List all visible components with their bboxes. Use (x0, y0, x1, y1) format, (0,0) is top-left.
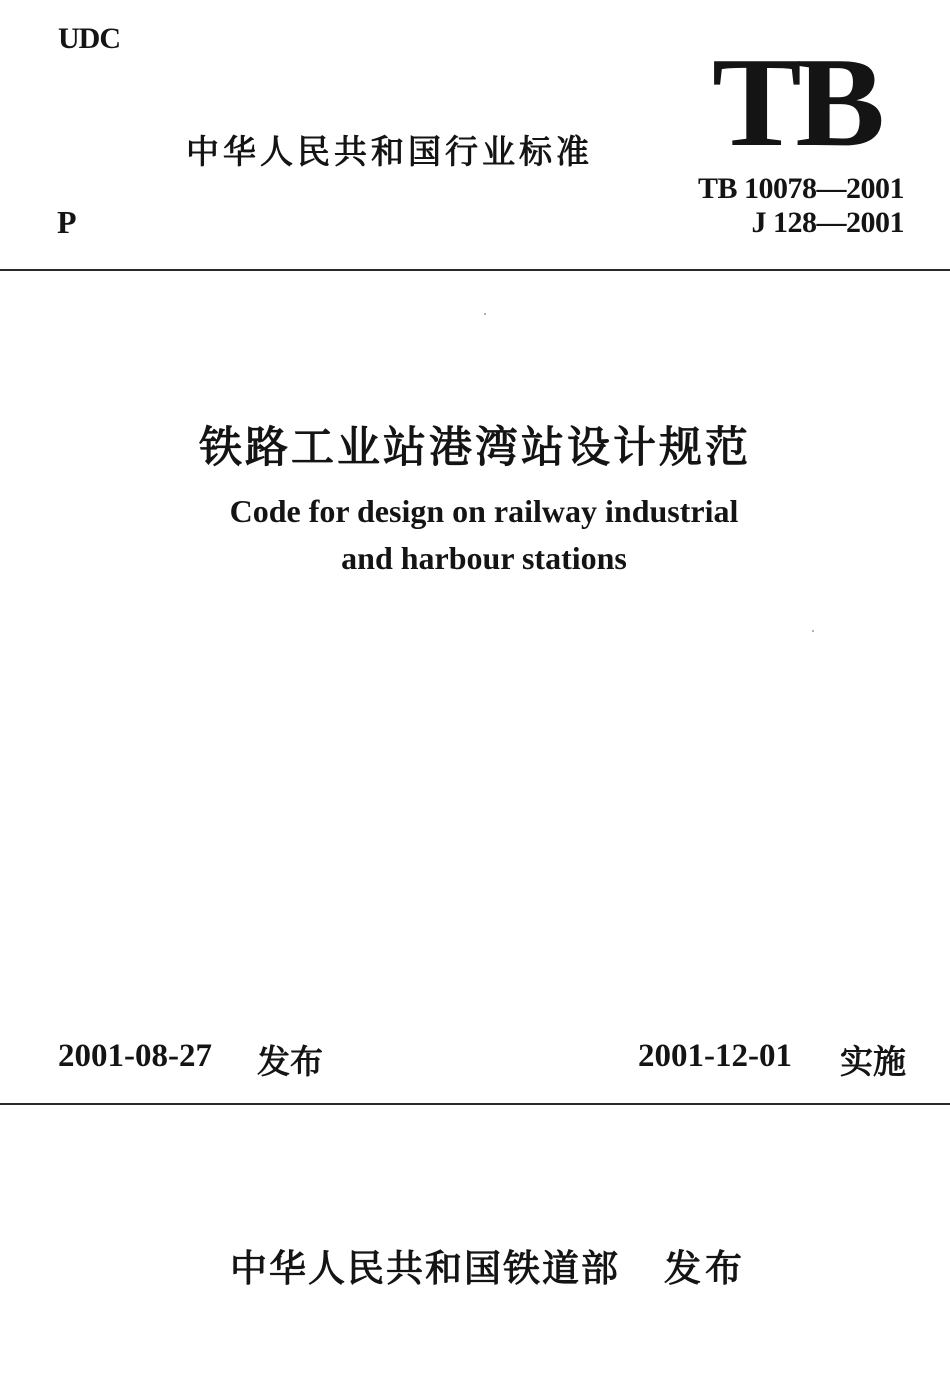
publisher-name: 中华人民共和国铁道部 (230, 1247, 620, 1290)
top-divider (0, 269, 950, 271)
industry-standard-heading: 中华人民共和国行业标准 (186, 132, 593, 171)
issue-date: 2001-08-27 (58, 1038, 212, 1074)
scan-speck (812, 630, 814, 632)
tb-logo: TB (712, 31, 879, 173)
category-code: P (57, 204, 77, 240)
scan-speck (484, 313, 486, 315)
standard-number: TB 10078—2001 (697, 172, 904, 205)
registration-number: J 128—2001 (751, 206, 904, 239)
bottom-divider (0, 1103, 950, 1105)
title-chinese: 铁路工业站港湾站设计规范 (199, 423, 751, 473)
implementation-label: 实施 (840, 1042, 906, 1081)
publisher-action: 发布 (664, 1247, 746, 1290)
implementation-date: 2001-12-01 (638, 1038, 792, 1074)
udc-label: UDC (58, 22, 120, 55)
title-english-line1: Code for design on railway industrial (229, 493, 739, 529)
title-english-line2: and harbour stations (341, 540, 627, 576)
issue-label: 发布 (257, 1042, 323, 1081)
